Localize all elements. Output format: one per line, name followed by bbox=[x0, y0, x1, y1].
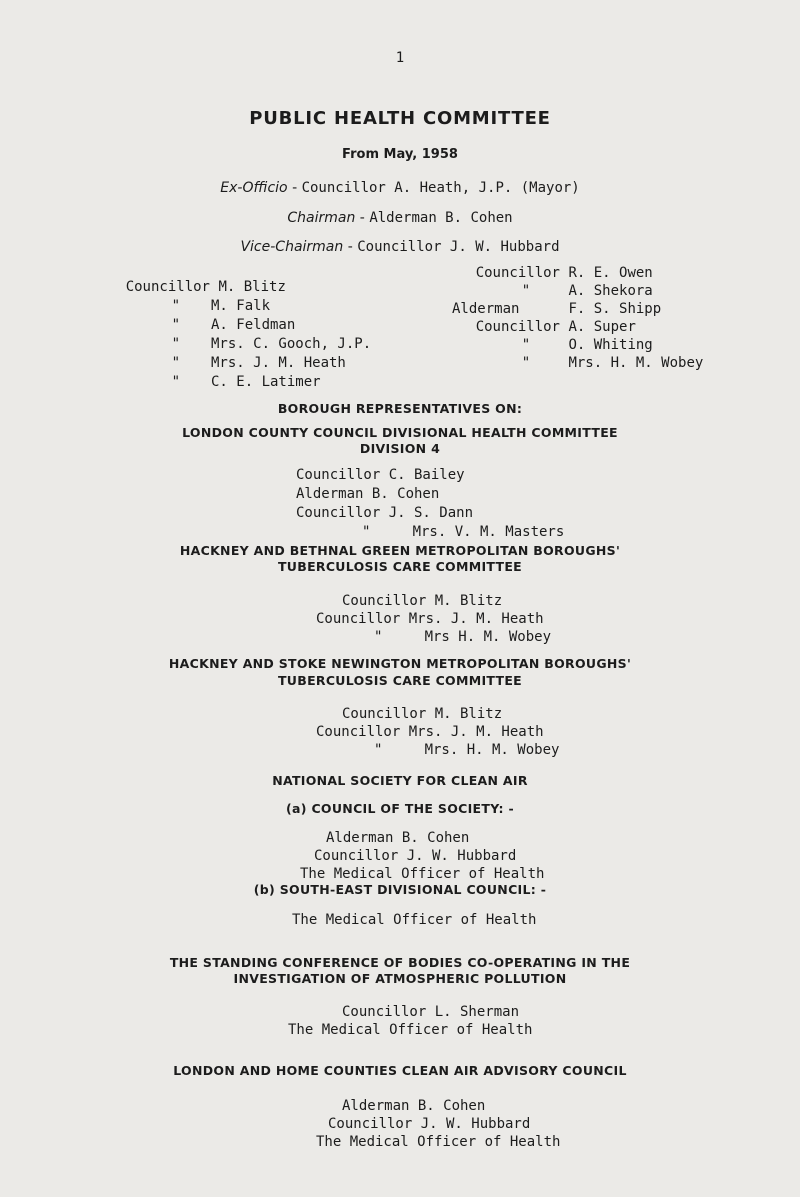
officer-role: Chairman bbox=[287, 210, 356, 226]
officer-name: Councillor A. Heath, J.P. (Mayor) bbox=[301, 180, 580, 196]
member-row bbox=[112, 297, 371, 316]
member-row bbox=[452, 282, 703, 300]
member-row bbox=[452, 318, 703, 336]
list-item: Alderman B. Cohen bbox=[326, 830, 470, 846]
member-name: M. Falk bbox=[211, 298, 271, 314]
member-row bbox=[452, 264, 703, 282]
member-row bbox=[112, 373, 371, 392]
list-item: Councillor Mrs. J. M. Heath bbox=[316, 724, 544, 740]
officer-name: Councillor J. W. Hubbard bbox=[357, 239, 560, 255]
member-title: " bbox=[521, 337, 531, 353]
lcc-members bbox=[296, 466, 564, 542]
member-title: Councillor bbox=[125, 279, 210, 295]
list-item: " Mrs. H. M. Wobey bbox=[374, 742, 560, 758]
officer-sep: - bbox=[355, 210, 370, 226]
member-title: " bbox=[171, 298, 180, 314]
borough-heading: BOROUGH REPRESENTATIVES ON: bbox=[277, 401, 523, 416]
nsca-heading: NATIONAL SOCIETY FOR CLEAN AIR bbox=[272, 773, 528, 788]
member-name: Mrs. H. M. Wobey bbox=[568, 355, 704, 371]
hsn-heading-sub: TUBERCULOSIS CARE COMMITTEE bbox=[277, 673, 523, 688]
officer-chairman bbox=[0, 207, 800, 226]
member-title: " bbox=[171, 336, 180, 352]
hbg-members bbox=[316, 592, 551, 646]
members-right-column bbox=[452, 264, 703, 372]
member-name: A. Shekora bbox=[568, 283, 653, 299]
hbg-heading-sub: TUBERCULOSIS CARE COMMITTEE bbox=[277, 559, 523, 574]
officer-role: Ex-Officio bbox=[220, 180, 288, 196]
member-title: " bbox=[171, 355, 180, 371]
list-item: " Mrs. V. M. Masters bbox=[362, 524, 565, 540]
member-row bbox=[112, 354, 371, 373]
officer-ex-officio bbox=[0, 177, 800, 196]
lhcc-heading: LONDON AND HOME COUNTIES CLEAN AIR ADVISORY COUNCIL bbox=[173, 1063, 627, 1078]
list-item: Councillor J. S. Dann bbox=[296, 505, 474, 521]
standing-members bbox=[288, 1003, 532, 1039]
member-name: Mrs. J. M. Heath bbox=[211, 355, 346, 371]
list-item: Councillor J. W. Hubbard bbox=[314, 848, 517, 864]
member-name: R. E. Owen bbox=[568, 265, 653, 281]
member-row bbox=[112, 316, 371, 335]
lcc-heading-division: DIVISION 4 bbox=[359, 441, 441, 456]
officer-name: Alderman B. Cohen bbox=[369, 210, 513, 226]
nsca-sub-b: (b) SOUTH-EAST DIVISIONAL COUNCIL: - bbox=[253, 882, 547, 897]
nsca-member-b: The Medical Officer of Health bbox=[292, 912, 537, 928]
member-row bbox=[452, 354, 703, 372]
list-item: The Medical Officer of Health bbox=[316, 1134, 561, 1150]
member-row bbox=[452, 300, 703, 318]
list-item: The Medical Officer of Health bbox=[300, 866, 545, 882]
member-name: A. Super bbox=[568, 319, 636, 335]
nsca-members-a bbox=[300, 829, 570, 883]
nsca-sub-a: (a) COUNCIL OF THE SOCIETY: - bbox=[286, 801, 514, 816]
officer-vice-chairman bbox=[0, 236, 800, 255]
member-name: F. S. Shipp bbox=[568, 301, 662, 317]
officer-sep: - bbox=[287, 180, 302, 196]
list-item: Councillor C. Bailey bbox=[296, 467, 465, 483]
lhcc-members bbox=[316, 1097, 560, 1151]
date-line: From May, 1958 bbox=[342, 147, 458, 162]
list-item: Alderman B. Cohen bbox=[342, 1098, 486, 1114]
list-item: Councillor M. Blitz bbox=[342, 706, 503, 722]
officer-role: Vice-Chairman bbox=[240, 239, 344, 255]
member-title: " bbox=[171, 374, 180, 390]
page-title: PUBLIC HEALTH COMMITTEE bbox=[249, 108, 551, 129]
list-item: " Mrs H. M. Wobey bbox=[374, 629, 552, 645]
lcc-heading: LONDON COUNTY COUNCIL DIVISIONAL HEALTH COMMITTEE bbox=[182, 425, 618, 440]
list-item: The Medical Officer of Health bbox=[288, 1022, 533, 1038]
member-name: M. Blitz bbox=[218, 279, 286, 295]
list-item: Alderman B. Cohen bbox=[296, 486, 440, 502]
members-left-column bbox=[112, 278, 371, 392]
member-title: " bbox=[171, 317, 180, 333]
member-name: Mrs. C. Gooch, J.P. bbox=[211, 336, 372, 352]
member-name: O. Whiting bbox=[568, 337, 653, 353]
list-item: Councillor L. Sherman bbox=[342, 1004, 520, 1020]
standing-heading: THE STANDING CONFERENCE OF BODIES CO-OPERATING IN THE bbox=[169, 955, 631, 970]
hbg-heading: HACKNEY AND BETHNAL GREEN METROPOLITAN BOROUGHS' bbox=[179, 543, 621, 558]
member-title: " bbox=[521, 355, 531, 371]
member-title: " bbox=[521, 283, 531, 299]
page-number: 1 bbox=[395, 50, 405, 66]
hsn-heading: HACKNEY AND STOKE NEWINGTON METROPOLITAN BOROUGHS' bbox=[168, 656, 632, 671]
member-row bbox=[112, 278, 371, 297]
member-row bbox=[112, 335, 371, 354]
list-item: Councillor J. W. Hubbard bbox=[328, 1116, 531, 1132]
list-item: Councillor M. Blitz bbox=[342, 593, 503, 609]
member-name: C. E. Latimer bbox=[211, 374, 321, 390]
member-name: A. Feldman bbox=[211, 317, 296, 333]
list-item: Councillor Mrs. J. M. Heath bbox=[316, 611, 544, 627]
officer-sep: - bbox=[343, 239, 358, 255]
member-title: Councillor bbox=[475, 265, 560, 281]
member-row bbox=[452, 336, 703, 354]
hsn-members bbox=[316, 705, 559, 759]
standing-heading-sub: INVESTIGATION OF ATMOSPHERIC POLLUTION bbox=[233, 971, 567, 986]
member-title: Councillor bbox=[475, 319, 560, 335]
member-title: Alderman bbox=[452, 301, 520, 317]
